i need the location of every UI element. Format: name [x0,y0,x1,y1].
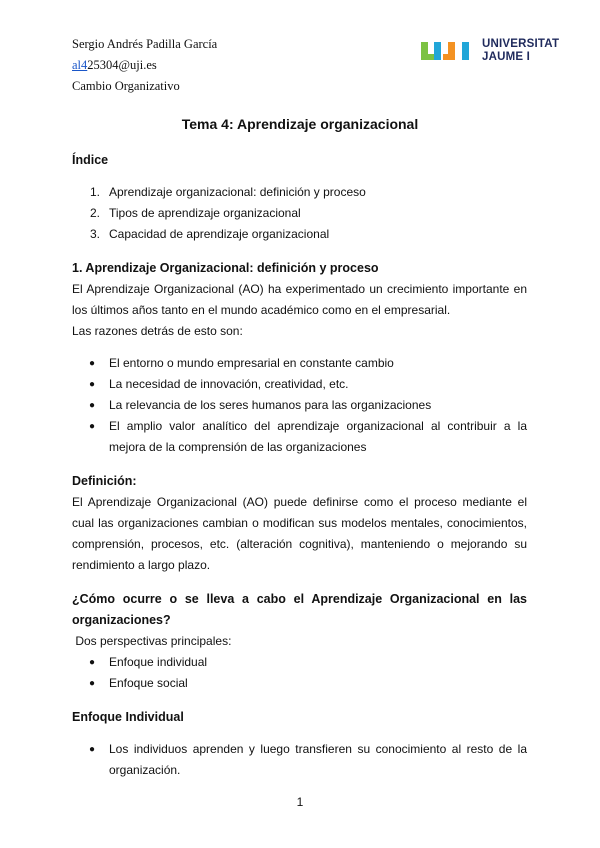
index-item [72,182,527,203]
bullet-icon: ● [89,744,96,755]
index-heading: Índice [72,153,109,167]
section1-reasons-intro: Las razones detrás de esto son: [72,324,243,338]
list-item-text: La necesidad de innovación, creatividad, etc. [109,377,349,391]
index-item [72,224,527,245]
index-number: 1. [90,185,101,199]
page-number: 1 [296,795,304,809]
author-email [72,55,217,76]
how-intro: Dos perspectivas principales: [72,634,232,648]
definition-paragraph: El Aprendizaje Organizacional (AO) puede definirse como el proceso mediante el cual las organizaciones cambian o modifican sus modelos mentales, conocimientos, comprensión, procesos, etc. (alteración cognitiva), manteniendo o mejorando su rendimiento a largo plazo. [72,495,527,572]
list-item-text: Enfoque social [109,676,188,690]
bullet-icon: ● [89,400,96,411]
logo-i-stem [462,42,469,60]
section1-paragraph: El Aprendizaje Organizacional (AO) ha experimentado un crecimiento importante en los últimos años tanto en el mundo académico como en el empresarial. [72,282,527,317]
index-text: Aprendizaje organizacional: definición y proceso [109,185,366,199]
how-heading: ¿Cómo ocurre o se lleva a cabo el Aprendizaje Organizacional en las organizaciones? [72,592,527,627]
bullet-icon: ● [89,358,96,369]
reasons-list [72,353,527,458]
index-number: 3. [90,227,101,241]
logo-line-2: JAUME I [482,50,531,63]
list-item [72,416,527,458]
index-text: Tipos de aprendizaje organizacional [109,206,301,220]
list-item [72,353,527,374]
section1-heading: 1. Aprendizaje Organizacional: definición y proceso [72,261,379,275]
logo-j-foot [443,54,455,60]
index-item [72,203,527,224]
list-item-text: El amplio valor analítico del aprendizaje organizacional al contribuir a la mejora de la comprensión de las organizaciones [109,419,527,454]
individual-list [72,739,527,781]
list-item [72,739,527,781]
index-number: 2. [90,206,101,220]
list-item-text: La relevancia de los seres humanos para las organizaciones [109,398,432,412]
individual-heading: Enfoque Individual [72,710,184,724]
bullet-icon: ● [89,379,96,390]
bullet-icon: ● [89,421,96,432]
document-body [72,150,527,781]
course-name: Cambio Organizativo [72,79,180,93]
list-item [72,395,527,416]
list-item [72,652,527,673]
list-item [72,374,527,395]
list-item [72,673,527,694]
perspectives-list [72,652,527,694]
list-item-text: Los individuos aprenden y luego transfieren su conocimiento al resto de la organización. [109,742,527,777]
index-list [72,182,527,245]
author-name: Sergio Andrés Padilla García [72,37,218,51]
document-header [72,34,217,97]
logo-u-right [434,42,441,60]
logo-line-1: UNIVERSITAT [482,38,560,50]
list-item-text: Enfoque individual [109,655,208,669]
email-rest: 25304@uji.es [87,58,157,72]
email-link[interactable]: al4 [72,58,88,72]
university-logo [420,38,565,64]
definition-heading: Definición: [72,474,137,488]
list-item-text: El entorno o mundo empresarial en constante cambio [109,356,394,370]
bullet-icon: ● [89,678,96,689]
logo-wordmark [482,38,559,63]
bullet-icon: ● [89,657,96,668]
index-text: Capacidad de aprendizaje organizacional [109,227,330,241]
uji-logo-mark [420,38,478,64]
page-title: Tema 4: Aprendizaje organizacional [181,116,419,132]
